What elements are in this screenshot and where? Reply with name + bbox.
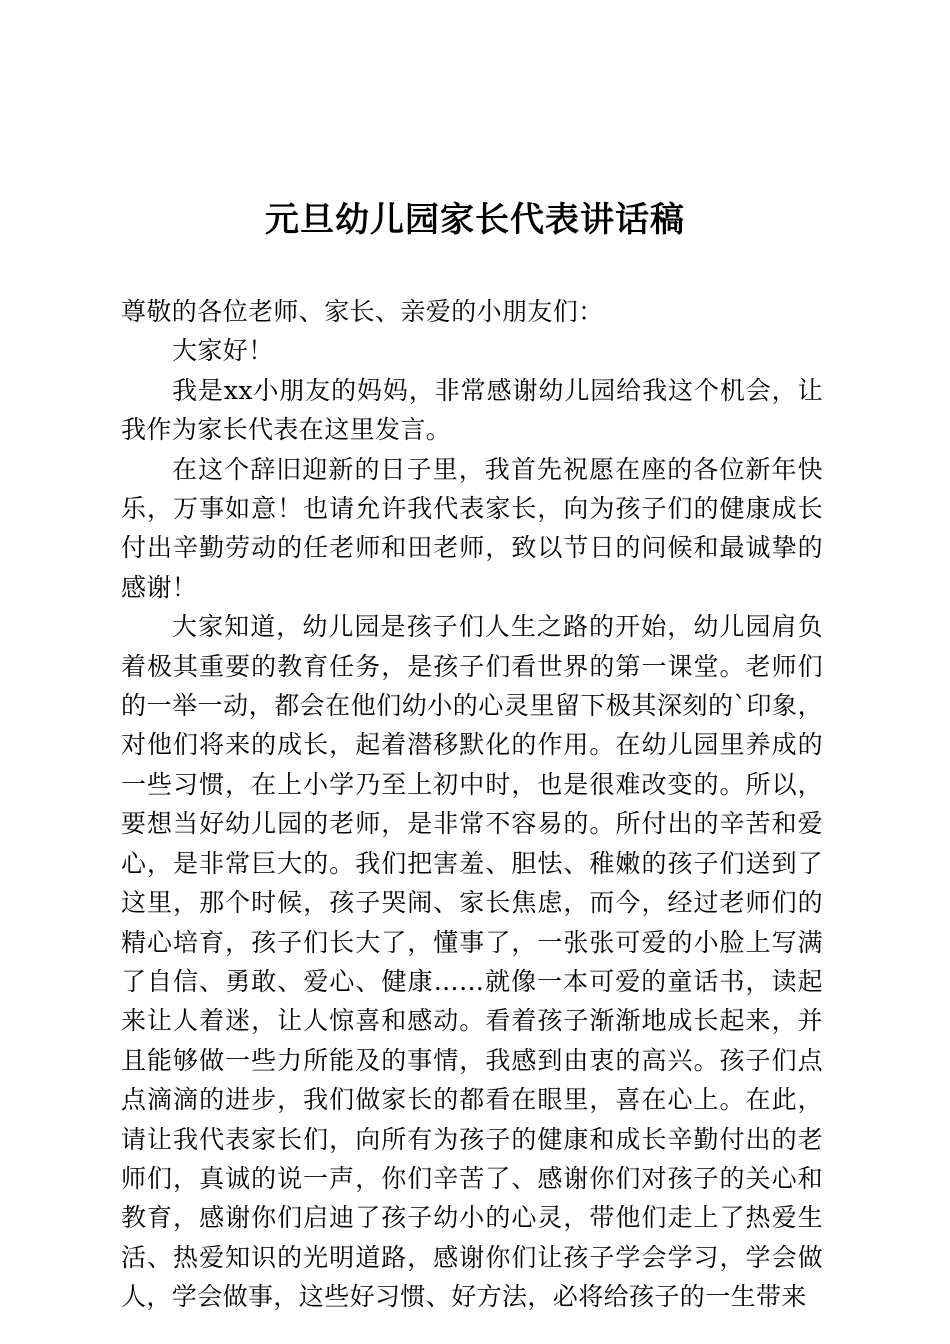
- salutation: 尊敬的各位老师、家长、亲爱的小朋友们：: [121, 297, 604, 326]
- paragraph-greeting: 大家好！: [172, 336, 274, 366]
- paragraph-introduction: 我是xx小朋友的妈妈，非常感谢幼儿园给我这个机会，让我作为家长代表在这里发言。: [121, 375, 823, 445]
- document-title: 元旦幼儿园家长代表讲话稿: [265, 200, 685, 240]
- paragraph-gratitude: 大家知道，幼儿园是孩子们人生之路的开始，幼儿园肩负着极其重要的教育任务，是孩子们看世界的第一课堂。老师们的一举一动，都会在他们幼小的心灵里留下极其深刻的`印象，对他们将来的成长，起着潜移默化的作用。在幼儿园里养成的一些习惯，在上小学乃至上初中时，也是很难改变的。所以，要想当好幼儿园的老师，是非常不容易的。所付出的辛苦和爱心，是非常巨大的。我们把害羞、胆怯、稚嫩的孩子们送到了这里，那个时候，孩子哭闹、家长焦虑，而今，经过老师们的精心培育，孩子们长大了，懂事了，一张张可爱的小脸上写满了自信、勇敢、爱心、健康……就像一本可爱的童话书，读起来让人着迷，让人惊喜和感动。看着孩子渐渐地成长起来，并且能够做一些力所能及的事情，我感到由衷的高兴。孩子们点点滴滴的进步，我们做家长的都看在眼里，喜在心上。在此，请让我代表家长们，向所有为孩子的健康和成长辛勤付出的老师们，真诚的说一声，你们辛苦了、感谢你们对孩子的关心和教育，感谢你们启迪了孩子幼小的心灵，带他们走上了热爱生活、热爱知识的光明道路，感谢你们让孩子学会学习，学会做人，学会做事，这些好习惯、好方法，必将给孩子的一生带来: [121, 612, 823, 1312]
- paragraph-new-year-wishes: 在这个辞旧迎新的日子里，我首先祝愿在座的各位新年快乐，万事如意！也请允许我代表家长，向为孩子们的健康成长付出辛勤劳动的任老师和田老师，致以节日的问候和最诚挚的感谢！: [121, 454, 823, 602]
- document-body: [121, 292, 823, 1317]
